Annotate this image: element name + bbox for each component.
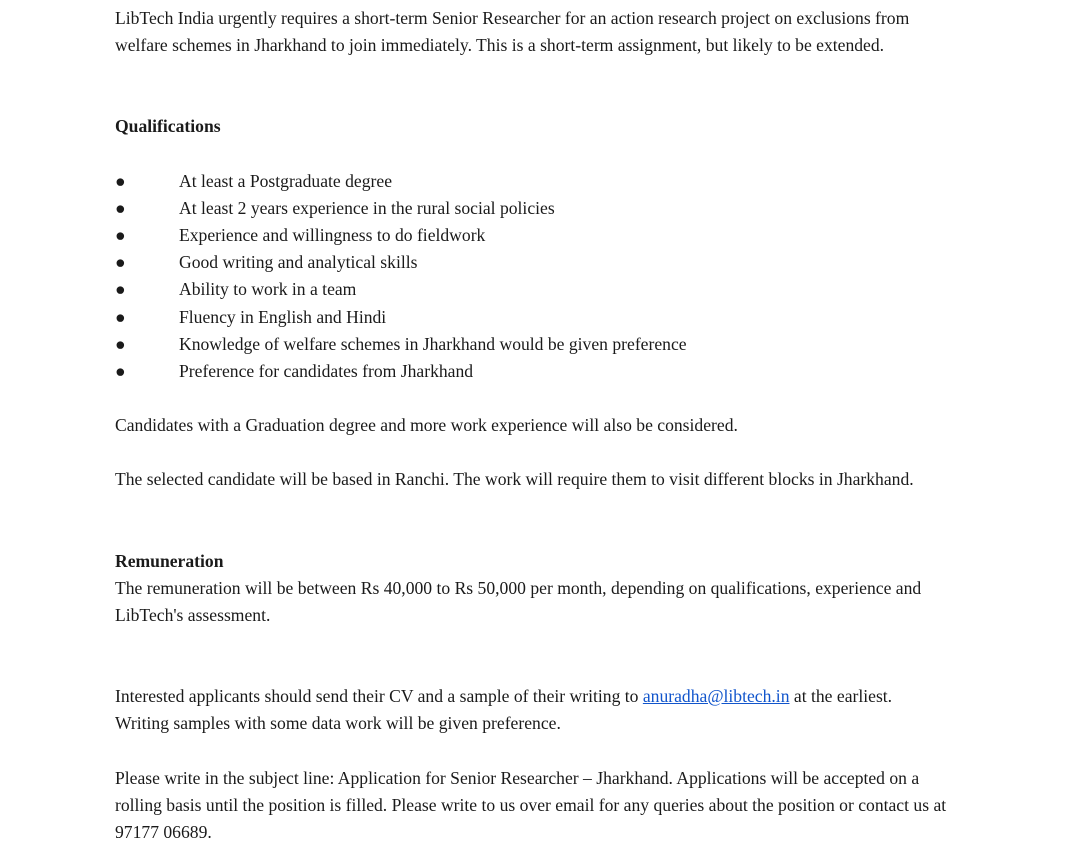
spacer [115,385,960,412]
spacer [115,738,960,765]
list-item-text: Knowledge of welfare schemes in Jharkhand would be given preference [179,333,687,354]
subject-line-paragraph: Please write in the subject line: Application for Senior Researcher – Jharkhand. Applications will be accepted on a rolling basis until the position is filled. Please write to us over email for any queries about the position or contact us at 97177 06689. [115,767,947,842]
spacer [115,629,960,683]
list-item [115,276,960,303]
bullet-icon: ● [115,224,126,245]
list-item-text: At least a Postgraduate degree [179,170,392,191]
bullet-icon: ● [115,279,126,300]
spacer [115,439,960,466]
list-item [115,249,960,276]
bullet-icon: ● [115,197,126,218]
list-item-text: At least 2 years experience in the rural social policies [179,197,555,218]
list-item [115,195,960,222]
spacer [115,494,960,548]
list-item [115,222,960,249]
list-item-text: Ability to work in a team [179,279,357,300]
list-item-text: Good writing and analytical skills [179,252,418,273]
qualifications-heading: Qualifications [115,116,221,137]
list-item-text: Preference for candidates from Jharkhand [179,360,474,381]
application-text-after: at the earliest. [789,686,893,707]
email-link[interactable]: anuradha@libtech.in [642,686,790,707]
intro-paragraph: LibTech India urgently requires a short-term Senior Researcher for an action research project on exclusions from welfare schemes in Jharkhand to join immediately. This is a short-term assignment, but likely to be extended. [115,8,910,56]
spacer [115,59,960,113]
bullet-icon: ● [115,333,126,354]
location-note: The selected candidate will be based in Ranchi. The work will require them to visit different blocks in Jharkhand. [115,469,914,490]
list-item [115,304,960,331]
graduation-note: Candidates with a Graduation degree and more work experience will also be considered. [115,415,738,436]
spacer [115,141,960,168]
list-item-text: Experience and willingness to do fieldwork [179,224,486,245]
remuneration-heading: Remuneration [115,550,224,571]
list-item-text: Fluency in English and Hindi [179,306,387,327]
list-item [115,331,960,358]
qualifications-list [115,168,960,386]
bullet-icon: ● [115,252,126,273]
bullet-icon: ● [115,306,126,327]
document-page [115,5,960,846]
application-paragraph [115,683,960,737]
application-text-before: Interested applicants should send their CV and a sample of their writing to [115,686,643,707]
list-item [115,358,960,385]
list-item [115,168,960,195]
bullet-icon: ● [115,360,126,381]
bullet-icon: ● [115,170,126,191]
remuneration-text: The remuneration will be between Rs 40,000 to Rs 50,000 per month, depending on qualifications, experience and LibTech's assessment. [115,577,922,625]
writing-samples-note: Writing samples with some data work will be given preference. [115,713,561,734]
